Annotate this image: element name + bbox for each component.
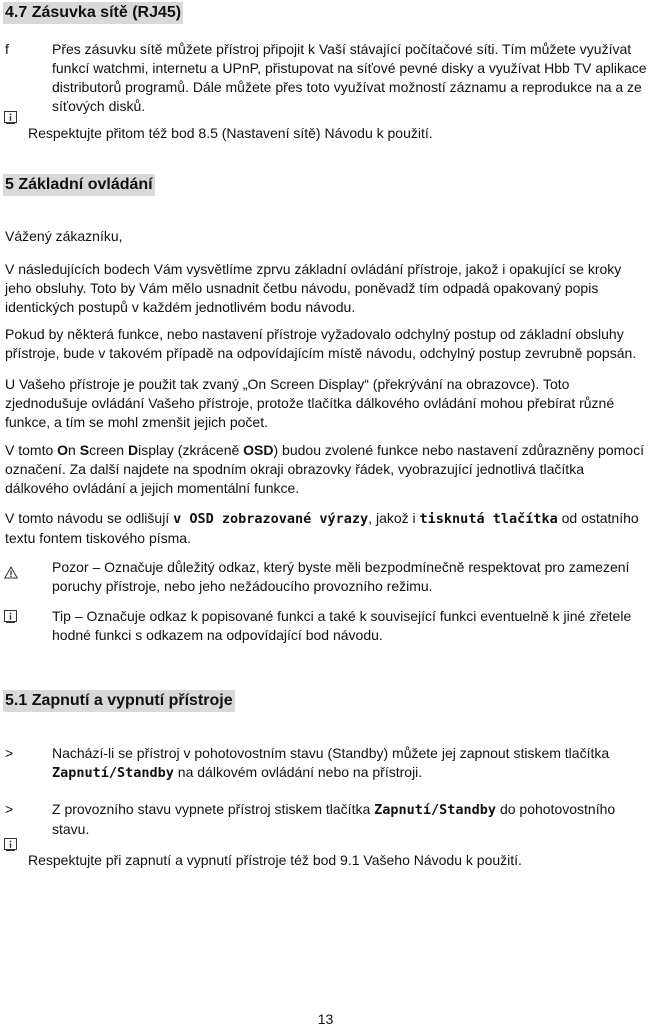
paragraph-deviation: Pokud by některá funkce, nebo nastavení přístroje vyžadovalo odchylný postup od základní obsluhy přístroje, bude v takovém případě na odpovídajícím místě návodu, odchylný postup zevrubně popsán. — [5, 326, 637, 361]
key-power-standby: Zapnutí/Standby — [52, 765, 174, 781]
section-4-7-paragraph: Přes zásuvku sítě můžete přístroj připojit k Vaší stávající počítačové síti. Tím můžete využívat funkcí watchmi, internetu a UPnP, přistupovat na síťové pevné disky a využívat Hbb TV aplikace distributorů programů. Dále můžete přes toto využívat možností záznamu a reprodukce na a ze síťových disků. — [52, 41, 647, 114]
page-number: 13 — [317, 1011, 334, 1027]
bullet-power-off: Z provozního stavu vypnete přístroj stiskem tlačítka Zapnutí/Standby do pohotovostního stavu. — [52, 801, 616, 837]
info-icon — [4, 838, 17, 851]
key-power-standby: Zapnutí/Standby — [374, 802, 497, 818]
paragraph-fonts: V tomto návodu se odlišují v OSD zobrazované výrazy, jakož i tisknutá tlačítka od ostatního textu fontem tiskového písma. — [5, 510, 639, 546]
section-4-7-heading: 4.7 Zásuvka sítě (RJ45) — [3, 2, 183, 24]
warning-icon — [4, 566, 18, 579]
info-icon — [4, 610, 17, 623]
paragraph-osd-intro: U Vašeho přístroje je použit tak zvaný „On Screen Display“ (překrývání na obrazovce). Toto zjednodušuje ovládání Vašeho přístroje, protože tlačítka dálkového ovládání mohou přebírat různé funkce, a tím se mohl zmenšit jejich počet. — [5, 376, 615, 430]
bullet-marker: > — [5, 745, 14, 761]
paragraph-osd-highlight: V tomto On Screen Display (zkráceně OSD) budou zvolené funkce nebo nastavení zdůrazněny pomocí označení. Za další najdete na spodním okraji obrazovky řádek, vyobrazující jednotlivá tlačítka dálkového ovládání a jejich momentální funkce. — [5, 442, 644, 496]
bullet-marker: f — [5, 41, 9, 57]
section-4-7-note: Respektujte přitom též bod 8.5 (Nastavení sítě) Návodu k použití. — [28, 125, 433, 141]
bullet-marker: > — [5, 801, 14, 817]
warning-text: Pozor – Označuje důležitý odkaz, který byste měli bezpodmínečně respektovat pro zamezení poruchy přístroje, nebo jeho nežádoucího provozního režimu. — [52, 559, 630, 594]
tip-text: Tip – Označuje odkaz k popisované funkci a také k související funkci eventuelně k jiné zřetele hodné funkci s odkazem na odpovídající bod návodu. — [52, 608, 632, 643]
info-icon — [4, 111, 17, 124]
key-term-example: tisknutá tlačítka — [419, 511, 558, 527]
greeting: Vážený zákazníku, — [5, 228, 123, 244]
section-5-1-heading: 5.1 Zapnutí a vypnutí přístroje — [3, 690, 235, 712]
paragraph-intro: V následujících bodech Vám vysvětlíme zprvu základní ovládání přístroje, jakož i opakující se kroky jeho obsluhy. Toto by Vám mělo usnadnit četbu návodu, poněvadž tím odpadá opakovaný popis identických postupů v každém jednotlivém bodu návodu. — [5, 261, 622, 315]
bullet-power-on: Nachází-li se přístroj v pohotovostním stavu (Standby) můžete jej zapnout stiskem tlačítka Zapnutí/Standby na dálkovém ovládání nebo na přístroji. — [52, 745, 610, 781]
section-5-1-note: Respektujte při zapnutí a vypnutí přístroje též bod 9.1 Vašeho Návodu k použití. — [28, 852, 522, 868]
osd-term-example: v OSD zobrazované výrazy — [173, 511, 369, 527]
section-5-heading: 5 Základní ovládání — [3, 174, 155, 196]
